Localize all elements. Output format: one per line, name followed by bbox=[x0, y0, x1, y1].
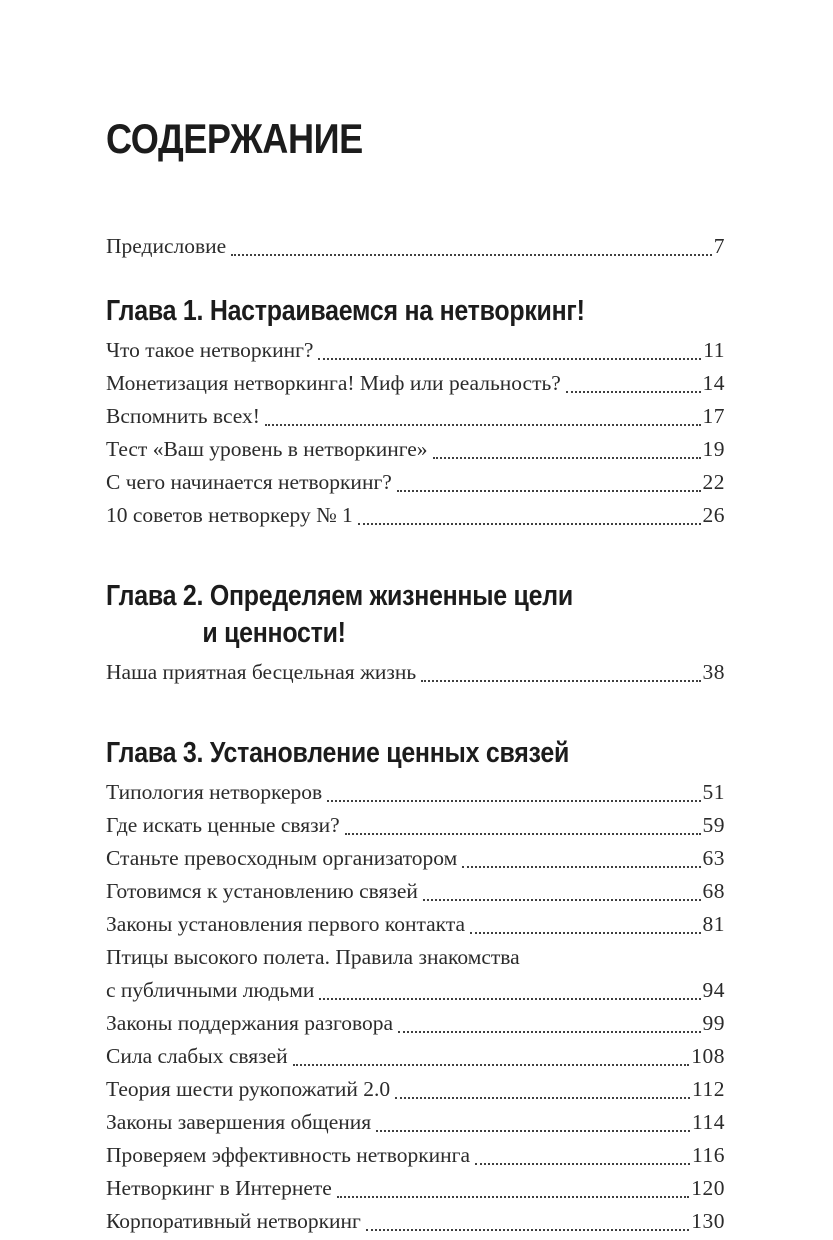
dot-leader bbox=[293, 1064, 690, 1066]
toc-entry bbox=[106, 809, 725, 842]
toc-page-number: 38 bbox=[702, 660, 725, 684]
chapter-heading-line: Глава 2. Определяем жизненные цели bbox=[106, 580, 573, 612]
toc-page-number: 116 bbox=[692, 1143, 725, 1167]
toc-page-number: 51 bbox=[702, 780, 725, 804]
toc-entry bbox=[106, 842, 725, 875]
toc-entry bbox=[106, 875, 725, 908]
toc-entry bbox=[106, 656, 725, 689]
dot-leader bbox=[231, 254, 712, 256]
toc-page-number: 22 bbox=[702, 470, 725, 494]
dot-leader bbox=[395, 1097, 690, 1099]
toc-entry-title: Типология нетворкеров bbox=[106, 780, 323, 804]
dot-leader bbox=[470, 932, 700, 934]
dot-leader bbox=[462, 866, 700, 868]
toc-entry bbox=[106, 367, 725, 400]
dot-leader bbox=[398, 1031, 700, 1033]
toc-entry-title: Законы завершения общения bbox=[106, 1110, 372, 1134]
toc-entry bbox=[106, 334, 725, 367]
toc-page-number: 114 bbox=[692, 1110, 725, 1134]
toc-entry-title: Законы поддержания разговора bbox=[106, 1011, 394, 1035]
toc-entry bbox=[106, 499, 725, 532]
dot-leader bbox=[423, 899, 701, 901]
dot-leader bbox=[397, 490, 701, 492]
toc-entry bbox=[106, 433, 725, 466]
chapter-heading-line: Глава 3. Установление ценных связей bbox=[106, 737, 570, 769]
toc-entry-title: Сила слабых связей bbox=[106, 1044, 288, 1068]
toc-entry-title: С чего начинается нетворкинг? bbox=[106, 470, 392, 494]
page-title: СОДЕРЖАНИЕ bbox=[106, 115, 363, 162]
toc-page-number: 11 bbox=[703, 338, 725, 362]
toc-entry-title: Готовимся к установлению связей bbox=[106, 879, 418, 903]
dot-leader bbox=[358, 523, 701, 525]
toc-section-chapter-2 bbox=[106, 578, 725, 689]
toc-entry bbox=[106, 908, 725, 941]
toc-entry-title: Законы установления первого контакта bbox=[106, 912, 466, 936]
dot-leader bbox=[366, 1229, 689, 1231]
toc-entry-title: Корпоративный нетворкинг bbox=[106, 1209, 361, 1233]
toc-entry bbox=[106, 1040, 725, 1073]
toc-entry-title: 10 советов нетворкеру № 1 bbox=[106, 503, 353, 527]
toc-entry-title: Наша приятная бесцельная жизнь bbox=[106, 660, 417, 684]
toc-entry bbox=[106, 1007, 725, 1040]
toc-entry-title: Нетворкинг в Интернете bbox=[106, 1176, 332, 1200]
chapter-heading bbox=[106, 293, 638, 330]
toc-entry bbox=[106, 230, 725, 263]
dot-leader bbox=[433, 457, 701, 459]
toc-page-number: 108 bbox=[691, 1044, 725, 1068]
chapter-heading bbox=[106, 578, 638, 652]
toc-entry bbox=[106, 466, 725, 499]
toc-entry-title: Станьте превосходным организатором bbox=[106, 846, 458, 870]
toc-front-matter bbox=[106, 230, 725, 263]
toc-entry-title: Тест «Ваш уровень в нетворкинге» bbox=[106, 437, 428, 461]
toc-page-number: 112 bbox=[692, 1077, 725, 1101]
toc-entry bbox=[106, 776, 725, 809]
toc-page-number: 17 bbox=[702, 404, 725, 428]
toc-page-number: 130 bbox=[691, 1209, 725, 1233]
toc-page-number: 14 bbox=[702, 371, 725, 395]
toc-root bbox=[106, 230, 725, 1238]
chapter-heading-line: Глава 1. Настраиваемся на нетворкинг! bbox=[106, 295, 585, 327]
toc-page-number: 26 bbox=[702, 503, 725, 527]
toc-entry bbox=[106, 1073, 725, 1106]
toc-page-number: 99 bbox=[702, 1011, 725, 1035]
toc-entry-title: Где искать ценные связи? bbox=[106, 813, 340, 837]
toc-entry-title: Вспомнить всех! bbox=[106, 404, 260, 428]
dot-leader bbox=[566, 391, 701, 393]
dot-leader bbox=[345, 833, 701, 835]
dot-leader bbox=[376, 1130, 690, 1132]
toc-entry bbox=[106, 1139, 725, 1172]
toc-page-number: 59 bbox=[702, 813, 725, 837]
dot-leader bbox=[265, 424, 701, 426]
dot-leader bbox=[421, 680, 700, 682]
toc-entry bbox=[106, 400, 725, 433]
toc-entry bbox=[106, 1172, 725, 1205]
toc-entry bbox=[106, 974, 725, 1007]
toc-entry-title: с публичными людьми bbox=[106, 978, 315, 1002]
chapter-heading-line: и ценности! bbox=[202, 617, 346, 649]
dot-leader bbox=[475, 1163, 690, 1165]
toc-page-number: 81 bbox=[702, 912, 725, 936]
dot-leader bbox=[318, 358, 701, 360]
dot-leader bbox=[337, 1196, 689, 1198]
toc-page-number: 63 bbox=[702, 846, 725, 870]
toc-entry-title: Предисловие bbox=[106, 234, 227, 258]
toc-section-chapter-3 bbox=[106, 735, 725, 1238]
toc-page-number: 68 bbox=[702, 879, 725, 903]
toc-entry-title: Что такое нетворкинг? bbox=[106, 338, 314, 362]
toc-entry-title: Птицы высокого полета. Правила знакомства bbox=[106, 945, 520, 969]
toc-entry bbox=[106, 1205, 725, 1238]
dot-leader bbox=[319, 998, 700, 1000]
toc-page-number: 19 bbox=[702, 437, 725, 461]
toc-page-number: 120 bbox=[691, 1176, 725, 1200]
chapter-heading bbox=[106, 735, 638, 772]
dot-leader bbox=[327, 800, 700, 802]
toc-entry-title: Проверяем эффективность нетворкинга bbox=[106, 1143, 471, 1167]
toc-section-chapter-1 bbox=[106, 293, 725, 532]
toc-entry-title: Монетизация нетворкинга! Миф или реальность? bbox=[106, 371, 561, 395]
toc-page-number: 94 bbox=[702, 978, 725, 1002]
toc-entry-title: Теория шести рукопожатий 2.0 bbox=[106, 1077, 391, 1101]
toc-entry bbox=[106, 941, 725, 974]
toc-entry bbox=[106, 1106, 725, 1139]
toc-page-number: 7 bbox=[713, 234, 725, 258]
